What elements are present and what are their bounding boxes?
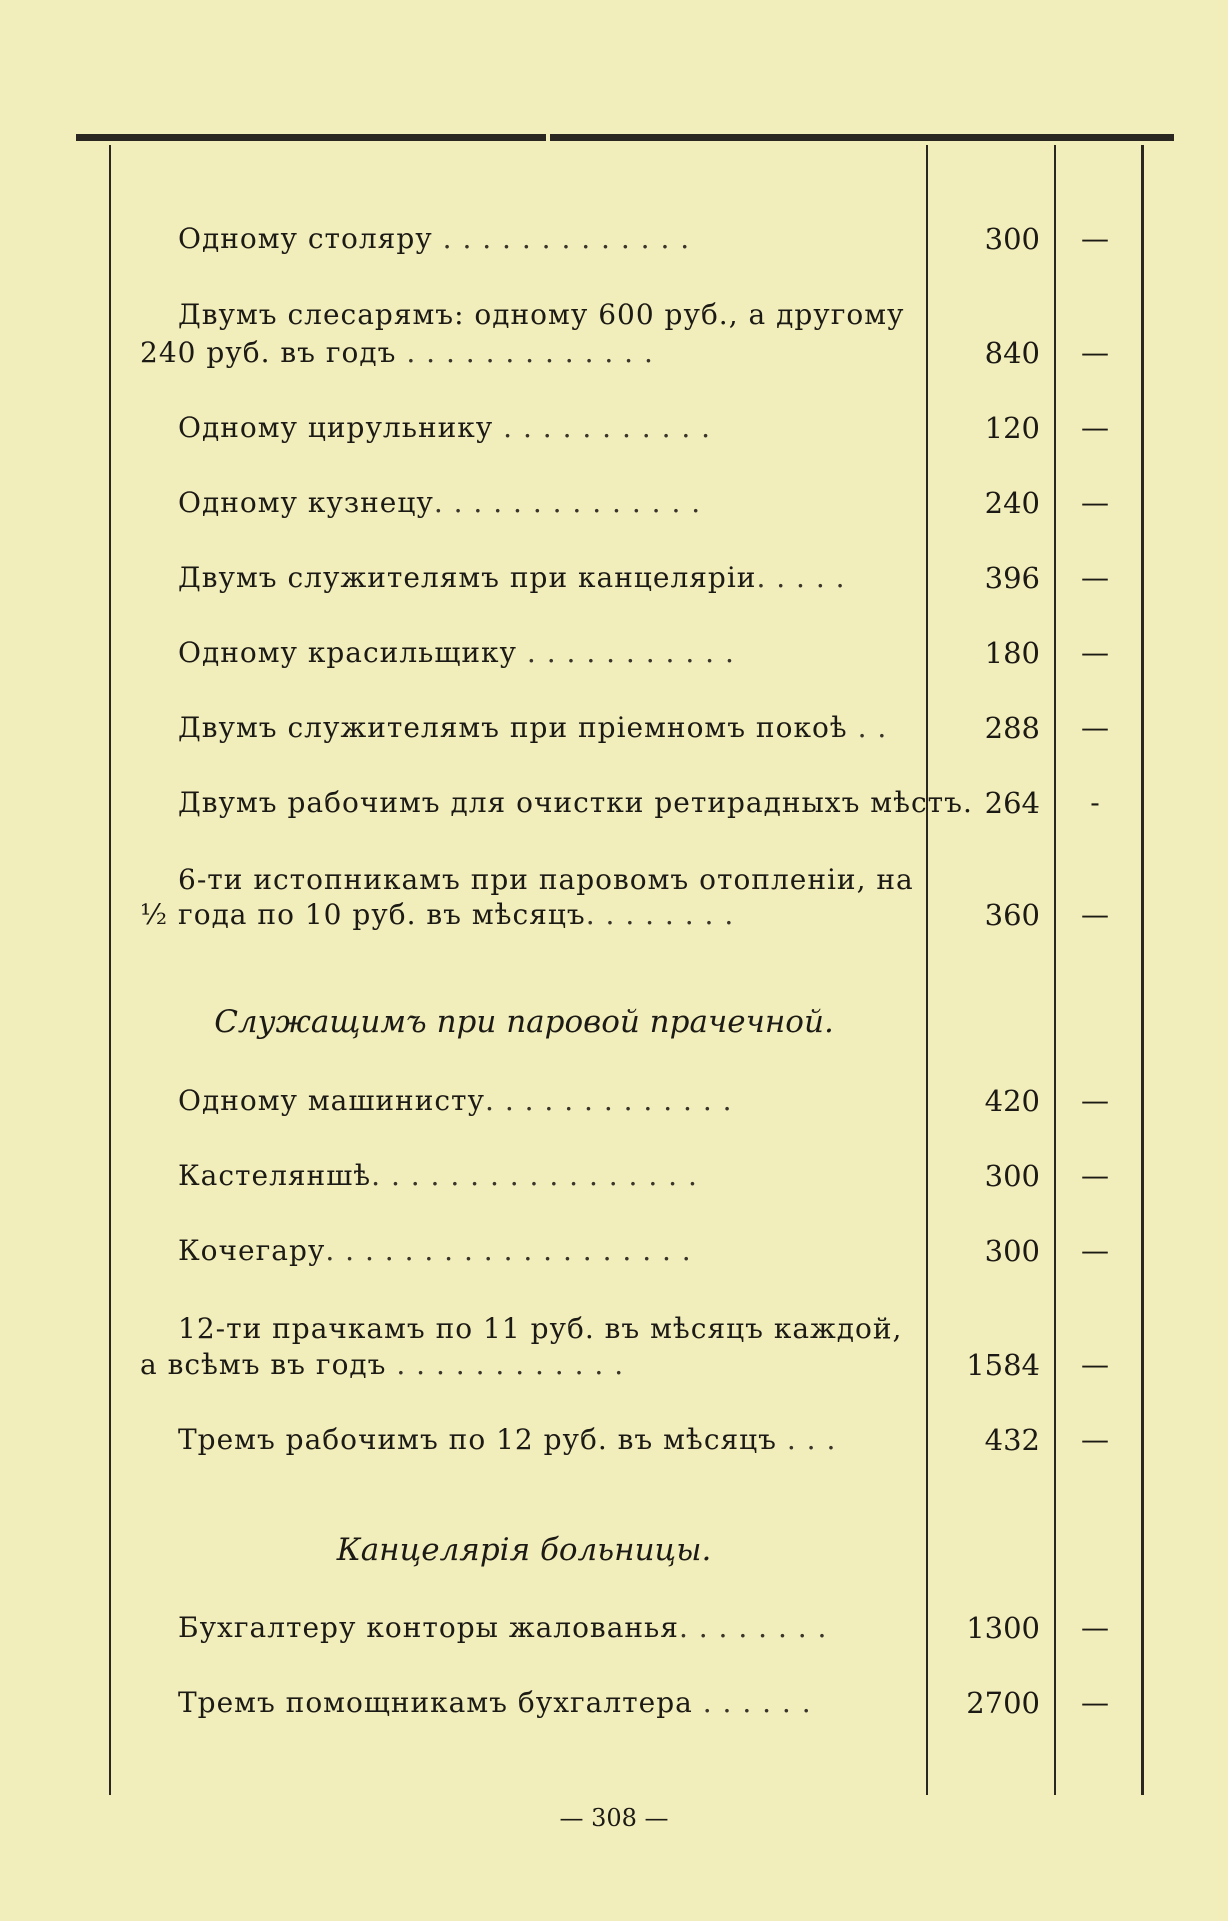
row-amount: 840 xyxy=(984,336,1040,370)
ledger-row xyxy=(140,711,1140,771)
row-label: Кастеляншѣ xyxy=(178,1159,372,1192)
kopeck-dash: — xyxy=(1081,1686,1109,1719)
ledger-row xyxy=(140,1084,1140,1144)
row-label: Двумъ служителямъ при канцеляріи xyxy=(178,561,757,594)
row-amount: 120 xyxy=(984,411,1040,445)
row-amount: 288 xyxy=(984,711,1040,745)
row-label: 6-ти истопникамъ при паровомъ отопленіи, на xyxy=(178,863,914,896)
row-amount: 180 xyxy=(984,636,1040,670)
leader-dots: . . . . . . . . . . . . . . xyxy=(433,486,702,519)
leader-dots: . . . . . . . . . . . . xyxy=(386,1348,625,1381)
row-amount: 396 xyxy=(984,561,1040,595)
kopeck-dash: — xyxy=(1081,1348,1109,1381)
ledger-row xyxy=(140,786,1140,846)
row-amount: 264 xyxy=(984,786,1040,820)
kopeck-dash: — xyxy=(1081,711,1109,744)
leader-dots: . . . xyxy=(776,1423,837,1456)
top-rule xyxy=(76,134,546,141)
kopeck-dash: - xyxy=(1090,786,1100,819)
leader-dots: . . . . . . . . . . . . . xyxy=(485,1084,733,1117)
kopeck-dash: — xyxy=(1081,336,1109,369)
row-label: Тремъ рабочимъ по 12 руб. въ мѣсяцъ xyxy=(178,1423,777,1456)
leader-dots: . . . . . . . . . . . . . xyxy=(396,336,654,369)
row-label: 240 руб. въ годъ xyxy=(140,336,397,369)
section-heading: Канцелярія больницы. xyxy=(336,1532,712,1568)
leader-dots: . . . . . xyxy=(756,561,846,594)
kopeck-dash: — xyxy=(1081,1611,1109,1644)
row-label: ½ года по 10 руб. въ мѣсяцъ xyxy=(140,898,586,931)
row-label: Одному машинисту xyxy=(178,1084,486,1117)
row-label: Одному кузнецу xyxy=(178,486,434,519)
row-label: Двумъ слесарямъ: одному 600 руб., а другому xyxy=(178,298,905,331)
kopeck-dash: — xyxy=(1081,1423,1109,1456)
row-label: Одному красильщику xyxy=(178,636,518,669)
ledger-row xyxy=(140,411,1140,471)
row-amount: 1584 xyxy=(966,1348,1040,1382)
row-amount: 300 xyxy=(984,1234,1040,1268)
row-amount: 432 xyxy=(984,1423,1040,1457)
ledger-row-continuation xyxy=(140,898,1140,958)
row-label: Тремъ помощникамъ бухгалтера xyxy=(178,1686,693,1719)
row-label: Двумъ рабочимъ для очистки ретирадныхъ мѣстъ. xyxy=(178,786,973,819)
kopeck-dash: — xyxy=(1081,636,1109,669)
leader-dots: . . . . . . . . . . . . . . . . . . . xyxy=(325,1234,692,1267)
row-amount: 300 xyxy=(984,1159,1040,1193)
leader-dots: . . . . . . . . xyxy=(678,1611,828,1644)
top-rule xyxy=(550,134,1174,141)
ledger-row xyxy=(140,1159,1140,1219)
ledger-row-continuation xyxy=(140,1348,1140,1408)
section-heading: Служащимъ при паровой прачечной. xyxy=(214,1004,834,1040)
column-rule-right xyxy=(1141,145,1144,1795)
leader-dots: . . xyxy=(847,711,888,744)
kopeck-dash: — xyxy=(1081,411,1109,444)
row-label: а всѣмъ въ годъ xyxy=(140,1348,387,1381)
kopeck-dash: — xyxy=(1081,1234,1109,1267)
row-label: Кочегару xyxy=(178,1234,326,1267)
row-amount: 240 xyxy=(984,486,1040,520)
ledger-row xyxy=(140,486,1140,546)
page-number: — 308 — xyxy=(559,1804,669,1832)
row-label: 12-ти прачкамъ по 11 руб. въ мѣсяцъ каждой, xyxy=(178,1312,903,1345)
row-amount: 1300 xyxy=(966,1611,1040,1645)
kopeck-dash: — xyxy=(1081,486,1109,519)
kopeck-dash: — xyxy=(1081,222,1109,255)
leader-dots: . . . . . . xyxy=(692,1686,812,1719)
leader-dots: . . . . . . . . xyxy=(585,898,735,931)
leader-dots: . . . . . . . . . . . xyxy=(517,636,735,669)
row-amount: 360 xyxy=(984,898,1040,932)
kopeck-dash: — xyxy=(1081,561,1109,594)
row-label: Одному цирульнику xyxy=(178,411,494,444)
kopeck-dash: — xyxy=(1081,898,1109,931)
row-amount: 420 xyxy=(984,1084,1040,1118)
leader-dots: . . . . . . . . . . . xyxy=(493,411,712,444)
kopeck-dash: — xyxy=(1081,1159,1109,1192)
ledger-row xyxy=(140,1686,1140,1746)
column-rule-left xyxy=(109,145,111,1795)
row-label: Двумъ служителямъ при пріемномъ покоѣ xyxy=(178,711,848,744)
ledger-row xyxy=(140,1423,1140,1483)
row-amount: 300 xyxy=(984,222,1040,256)
row-label: Бухгалтеру конторы жалованья xyxy=(178,1611,679,1644)
ledger-row xyxy=(140,636,1140,696)
ledger-row xyxy=(140,1611,1140,1671)
kopeck-dash: — xyxy=(1081,1084,1109,1117)
ledger-row xyxy=(140,1234,1140,1294)
row-label: Одному столяру xyxy=(178,222,433,255)
row-amount: 2700 xyxy=(966,1686,1040,1720)
leader-dots: . . . . . . . . . . . . . . . . . xyxy=(371,1159,698,1192)
leader-dots: . . . . . . . . . . . . . xyxy=(432,222,691,255)
ledger-row xyxy=(140,222,1140,282)
ledger-row xyxy=(140,561,1140,621)
ledger-row-continuation xyxy=(140,336,1140,396)
